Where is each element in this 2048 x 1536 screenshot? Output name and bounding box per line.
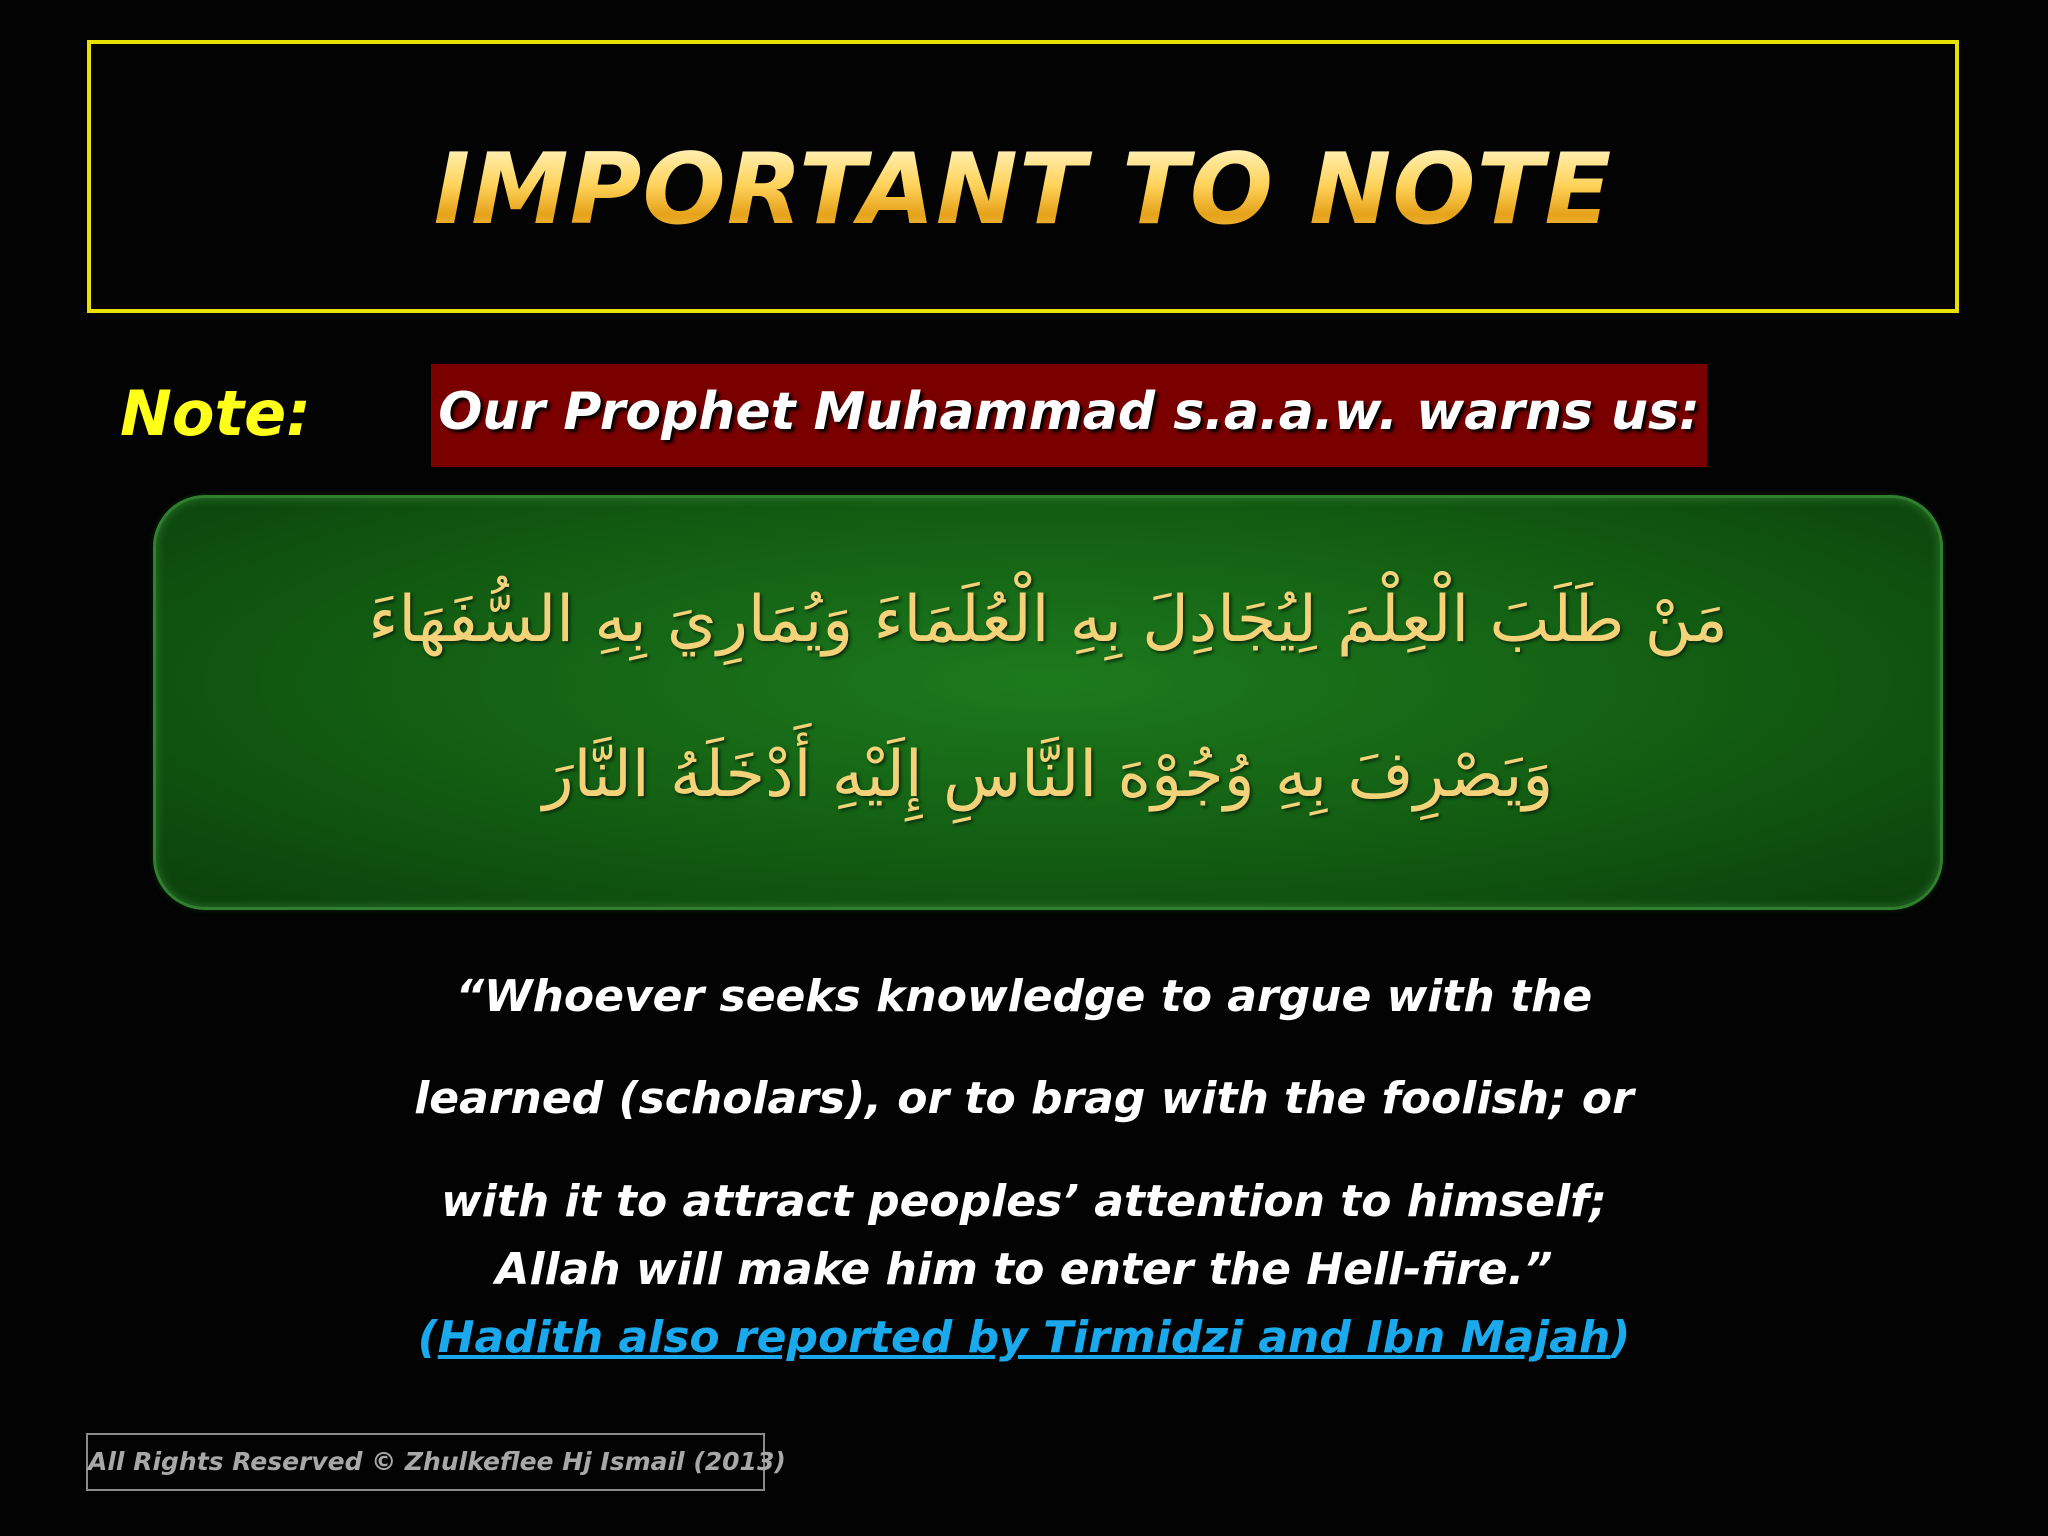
quote-line-2: learned (scholars), or to brag with the foolish; or [414, 1073, 1634, 1124]
quote-line-4: Allah will make him to enter the Hell-fire.” [495, 1244, 1553, 1295]
arabic-hadith-panel [153, 495, 1943, 910]
quote-line-3: with it to attract peoples’ attention to himself; [441, 1176, 1607, 1227]
reference-close-paren: ) [1610, 1312, 1631, 1363]
reference-open-paren: ( [417, 1312, 438, 1363]
arabic-line-2: وَيَصْرِفَ بِهِ وُجُوْهَ النَّاسِ إِلَيْهِ أَدْخَلَهُ النَّارَ [542, 738, 1554, 812]
slide-title: IMPORTANT TO NOTE [91, 141, 1955, 239]
title-frame [87, 40, 1959, 313]
copyright-text: All Rights Reserved © Zhulkeflee Hj Ismail (2013) [88, 1447, 786, 1476]
warning-text: Our Prophet Muhammad s.a.a.w. warns us: [438, 382, 1700, 442]
reference-link[interactable]: Hadith also reported by Tirmidzi and Ibn Majah [437, 1312, 1611, 1363]
copyright-box [86, 1433, 786, 1491]
arabic-line-1: مَنْ طَلَبَ الْعِلْمَ لِيُجَادِلَ بِهِ الْعُلَمَاءَ وَيُمَارِيَ بِهِ السُّفَهَاءَ [368, 583, 1728, 657]
warning-banner [431, 364, 1707, 467]
quote-line-1: “Whoever seeks knowledge to argue with the [455, 971, 1593, 1022]
note-label: Note: [120, 377, 311, 450]
hadith-reference [0, 1312, 2048, 1363]
